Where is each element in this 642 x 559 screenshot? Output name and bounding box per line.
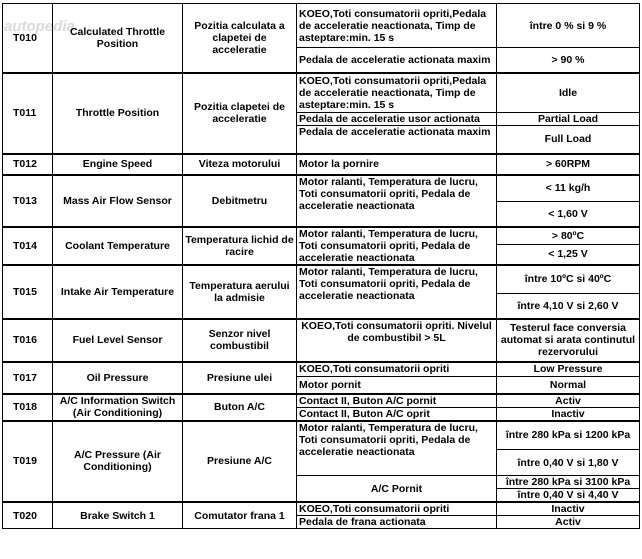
- param-code: T010: [3, 4, 53, 73]
- param-code: T020: [3, 502, 53, 529]
- param-name: Mass Air Flow Sensor: [53, 175, 183, 227]
- expected-value: între 0,40 V si 4,40 V: [497, 489, 640, 503]
- table-row: [3, 73, 640, 113]
- param-code: T013: [3, 175, 53, 227]
- param-name: Throttle Position: [53, 73, 183, 154]
- expected-value: Activ: [497, 516, 640, 529]
- test-condition: Pedala de acceleratie actionata maxim: [297, 126, 497, 154]
- test-condition: KOEO,Toti consumatorii opriti,Pedala de acceleratie neactionata, Timp de asteptare:min. 15 s: [297, 4, 497, 48]
- expected-value: între 0 % si 9 %: [497, 4, 640, 48]
- test-condition: Contact II, Buton A/C oprit: [297, 407, 497, 421]
- table-row: [3, 394, 640, 408]
- expected-value: < 1,60 V: [497, 202, 640, 227]
- param-code: T014: [3, 227, 53, 265]
- expected-value: Low Pressure: [497, 362, 640, 377]
- table-row: [3, 154, 640, 175]
- test-condition: Pedala de acceleratie actionata maxim: [297, 48, 497, 73]
- test-condition: Pedala de frana actionata: [297, 516, 497, 529]
- param-name: A/C Information Switch (Air Conditioning): [53, 394, 183, 421]
- expected-value: < 11 kg/h: [497, 175, 640, 202]
- test-condition: Contact II, Buton A/C pornit: [297, 394, 497, 408]
- param-name: Brake Switch 1: [53, 502, 183, 529]
- param-name: Oil Pressure: [53, 362, 183, 394]
- expected-value: > 60RPM: [497, 154, 640, 175]
- expected-value: Normal: [497, 377, 640, 394]
- parameter-table: [2, 3, 640, 529]
- test-condition: Motor ralanti, Temperatura de lucru, Toti consumatorii opriti, Pedala de acceleratie neactionata: [297, 175, 497, 227]
- table-row: [3, 502, 640, 516]
- watermark-logo: autopedia: [4, 18, 75, 35]
- table-row: [3, 227, 640, 245]
- test-condition: Motor ralanti, Temperatura de lucru, Toti consumatorii opriti, Pedala de acceleratie neactionata: [297, 265, 497, 319]
- param-code: T018: [3, 394, 53, 421]
- expected-value: între 10ºC si 40ºC: [497, 265, 640, 294]
- table-row: [3, 4, 640, 48]
- expected-value: între 280 kPa si 3100 kPa: [497, 476, 640, 489]
- test-condition: Motor ralanti, Temperatura de lucru, Toti consumatorii opriti, Pedala de acceleratie neactionata: [297, 227, 497, 265]
- test-condition: Motor la pornire: [297, 154, 497, 175]
- param-code: T011: [3, 73, 53, 154]
- param-name-ro: Debitmetru: [183, 175, 297, 227]
- expected-value: Inactiv: [497, 502, 640, 516]
- expected-value: > 80ºC: [497, 227, 640, 245]
- test-condition: Motor ralanti, Temperatura de lucru, Toti consumatorii opriti, Pedala de acceleratie neactionata: [297, 421, 497, 476]
- param-name-ro: Temperatura lichid de racire: [183, 227, 297, 265]
- expected-value: Testerul face conversia automat si arata continutul rezervorului: [497, 319, 640, 362]
- test-condition: Pedala de acceleratie usor actionata: [297, 113, 497, 126]
- table-row: [3, 421, 640, 450]
- param-name: Fuel Level Sensor: [53, 319, 183, 362]
- param-name: Coolant Temperature: [53, 227, 183, 265]
- test-condition: Motor pornit: [297, 377, 497, 394]
- test-condition: KOEO,Toti consumatorii opriti,Pedala de acceleratie neactionata, Timp de asteptare:min. 15 s: [297, 73, 497, 113]
- expected-value: > 90 %: [497, 48, 640, 73]
- expected-value: Inactiv: [497, 407, 640, 421]
- param-name-ro: Buton A/C: [183, 394, 297, 421]
- param-name: Intake Air Temperature: [53, 265, 183, 319]
- param-code: T016: [3, 319, 53, 362]
- param-name-ro: Presiune A/C: [183, 421, 297, 503]
- param-name-ro: Senzor nivel combustibil: [183, 319, 297, 362]
- test-condition: A/C Pornit: [297, 476, 497, 503]
- expected-value: Idle: [497, 73, 640, 113]
- table-row: [3, 319, 640, 362]
- expected-value: Full Load: [497, 126, 640, 154]
- test-condition: KOEO,Toti consumatorii opriti: [297, 362, 497, 377]
- expected-value: Activ: [497, 394, 640, 408]
- expected-value: < 1,25 V: [497, 245, 640, 265]
- expected-value: Partial Load: [497, 113, 640, 126]
- table-row: [3, 265, 640, 294]
- param-code: T012: [3, 154, 53, 175]
- expected-value: între 4,10 V si 2,60 V: [497, 294, 640, 319]
- param-code: T015: [3, 265, 53, 319]
- expected-value: între 0,40 V si 1,80 V: [497, 450, 640, 476]
- param-name-ro: Pozitia clapetei de acceleratie: [183, 73, 297, 154]
- param-name-ro: Viteza motorului: [183, 154, 297, 175]
- param-name: Engine Speed: [53, 154, 183, 175]
- table-row: [3, 362, 640, 377]
- param-name-ro: Pozitia calculata a clapetei de acceleratie: [183, 4, 297, 73]
- param-name: A/C Pressure (Air Conditioning): [53, 421, 183, 503]
- table-row: [3, 175, 640, 202]
- test-condition: KOEO,Toti consumatorii opriti: [297, 502, 497, 516]
- param-code: T019: [3, 421, 53, 503]
- expected-value: între 280 kPa si 1200 kPa: [497, 421, 640, 450]
- param-code: T017: [3, 362, 53, 394]
- param-name: Calculated Throttle Position: [53, 4, 183, 73]
- test-condition: KOEO,Toti consumatorii opriti. Nivelul de combustibil > 5L: [297, 319, 497, 362]
- param-name-ro: Temperatura aerului la admisie: [183, 265, 297, 319]
- param-name-ro: Presiune ulei: [183, 362, 297, 394]
- param-name-ro: Comutator frana 1: [183, 502, 297, 529]
